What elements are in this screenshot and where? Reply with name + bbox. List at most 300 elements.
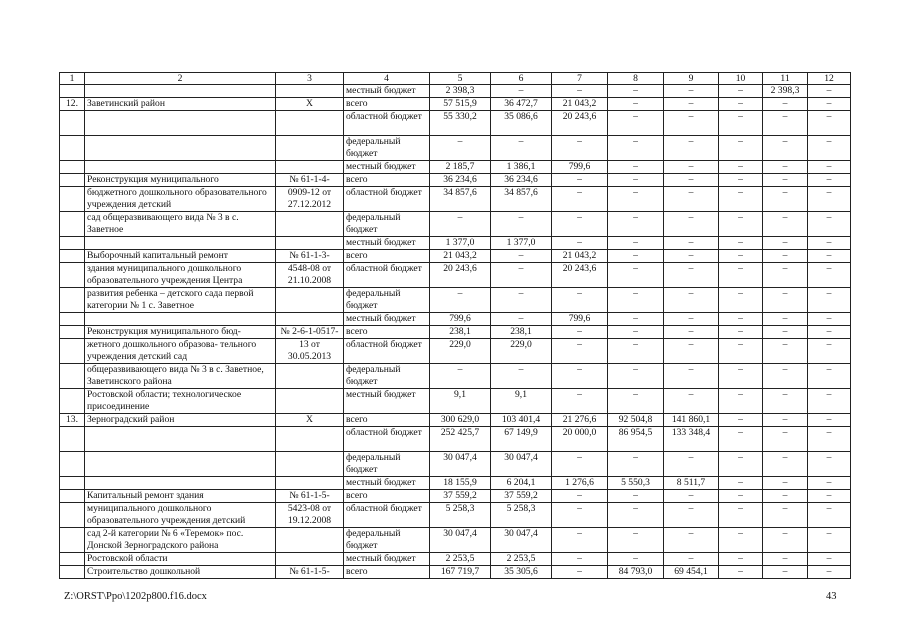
- amount-cell: 36 234,6: [491, 174, 552, 187]
- funding-source-cell: всего: [344, 566, 430, 579]
- document-number-cell: № 61-1-5-: [276, 490, 344, 503]
- amount-cell: –: [608, 212, 664, 237]
- object-name-cell: [85, 237, 276, 250]
- amount-cell: 229,0: [430, 339, 491, 364]
- amount-cell: –: [430, 136, 491, 161]
- object-name-cell: Реконструкция муниципального: [85, 174, 276, 187]
- amount-cell: –: [664, 161, 719, 174]
- amount-cell: –: [763, 111, 808, 136]
- amount-cell: –: [808, 364, 851, 389]
- object-name-cell: [85, 313, 276, 326]
- amount-cell: –: [763, 490, 808, 503]
- amount-cell: –: [664, 263, 719, 288]
- table-row: [60, 212, 851, 237]
- document-number-cell: [276, 528, 344, 553]
- table-row: [60, 187, 851, 212]
- row-number-cell: [60, 477, 85, 490]
- amount-cell: –: [763, 364, 808, 389]
- amount-cell: –: [664, 288, 719, 313]
- amount-cell: 167 719,7: [430, 566, 491, 579]
- amount-cell: 20 243,6: [552, 111, 608, 136]
- amount-cell: –: [763, 212, 808, 237]
- row-number-cell: [60, 85, 85, 98]
- row-number-cell: [60, 566, 85, 579]
- amount-cell: 37 559,2: [430, 490, 491, 503]
- row-number-cell: [60, 263, 85, 288]
- funding-source-cell: федеральный бюджет: [344, 136, 430, 161]
- amount-cell: –: [608, 187, 664, 212]
- amount-cell: 34 857,6: [491, 187, 552, 212]
- amount-cell: –: [719, 339, 763, 364]
- amount-cell: 37 559,2: [491, 490, 552, 503]
- amount-cell: –: [608, 326, 664, 339]
- row-number-cell: [60, 364, 85, 389]
- amount-cell: –: [664, 85, 719, 98]
- amount-cell: –: [763, 313, 808, 326]
- amount-cell: 30 047,4: [491, 452, 552, 477]
- amount-cell: –: [608, 136, 664, 161]
- amount-cell: –: [763, 250, 808, 263]
- amount-cell: –: [719, 553, 763, 566]
- funding-source-cell: областной бюджет: [344, 263, 430, 288]
- amount-cell: –: [808, 326, 851, 339]
- amount-cell: –: [808, 490, 851, 503]
- funding-source-cell: местный бюджет: [344, 85, 430, 98]
- row-number-cell: [60, 136, 85, 161]
- amount-cell: –: [491, 136, 552, 161]
- amount-cell: 20 000,0: [552, 427, 608, 452]
- object-name-cell: [85, 427, 276, 452]
- amount-cell: 69 454,1: [664, 566, 719, 579]
- amount-cell: –: [808, 339, 851, 364]
- table-row: [60, 263, 851, 288]
- amount-cell: 20 243,6: [430, 263, 491, 288]
- amount-cell: 21 043,2: [552, 98, 608, 111]
- object-name-cell: бюджетного дошкольного образовательного учреждения детский: [85, 187, 276, 212]
- amount-cell: –: [808, 161, 851, 174]
- column-number-cell: 4: [344, 73, 430, 85]
- amount-cell: –: [719, 414, 763, 427]
- amount-cell: 2 398,3: [763, 85, 808, 98]
- funding-source-cell: федеральный бюджет: [344, 452, 430, 477]
- amount-cell: –: [491, 313, 552, 326]
- funding-source-cell: всего: [344, 98, 430, 111]
- amount-cell: –: [763, 566, 808, 579]
- amount-cell: –: [808, 414, 851, 427]
- document-number-cell: № 2-6-1-0517-: [276, 326, 344, 339]
- amount-cell: 103 401,4: [491, 414, 552, 427]
- column-number-row: [60, 73, 851, 85]
- document-number-cell: [276, 212, 344, 237]
- amount-cell: –: [491, 263, 552, 288]
- funding-source-cell: областной бюджет: [344, 187, 430, 212]
- amount-cell: –: [664, 174, 719, 187]
- row-number-cell: [60, 490, 85, 503]
- table-row: [60, 427, 851, 452]
- amount-cell: –: [608, 161, 664, 174]
- funding-source-cell: местный бюджет: [344, 553, 430, 566]
- object-name-cell: развития ребенка – детского сада первой категории № 1 с. Заветное: [85, 288, 276, 313]
- budget-table-container: [59, 72, 850, 579]
- row-number-cell: [60, 452, 85, 477]
- amount-cell: –: [552, 503, 608, 528]
- amount-cell: –: [808, 288, 851, 313]
- amount-cell: 30 047,4: [430, 528, 491, 553]
- object-name-cell: [85, 477, 276, 490]
- amount-cell: –: [608, 111, 664, 136]
- amount-cell: –: [664, 212, 719, 237]
- amount-cell: –: [719, 452, 763, 477]
- amount-cell: –: [763, 452, 808, 477]
- amount-cell: –: [664, 136, 719, 161]
- amount-cell: –: [552, 212, 608, 237]
- amount-cell: –: [763, 477, 808, 490]
- amount-cell: –: [552, 389, 608, 414]
- funding-source-cell: местный бюджет: [344, 237, 430, 250]
- document-number-cell: [276, 161, 344, 174]
- amount-cell: –: [608, 288, 664, 313]
- amount-cell: –: [719, 263, 763, 288]
- amount-cell: 799,6: [552, 313, 608, 326]
- amount-cell: 35 305,6: [491, 566, 552, 579]
- amount-cell: –: [608, 313, 664, 326]
- amount-cell: –: [808, 452, 851, 477]
- amount-cell: 133 348,4: [664, 427, 719, 452]
- amount-cell: –: [664, 187, 719, 212]
- amount-cell: –: [608, 237, 664, 250]
- amount-cell: –: [664, 503, 719, 528]
- document-number-cell: № 61-1-5-: [276, 566, 344, 579]
- document-number-cell: [276, 427, 344, 452]
- amount-cell: –: [491, 288, 552, 313]
- amount-cell: 21 043,2: [430, 250, 491, 263]
- amount-cell: 18 155,9: [430, 477, 491, 490]
- footer-file-path: Z:\ORST\Ppo\1202p800.f16.docx: [64, 591, 207, 602]
- object-name-cell: Зерноградский район: [85, 414, 276, 427]
- amount-cell: –: [608, 339, 664, 364]
- object-name-cell: Строительство дошкольной: [85, 566, 276, 579]
- amount-cell: 36 472,7: [491, 98, 552, 111]
- document-number-cell: [276, 85, 344, 98]
- object-name-cell: [85, 85, 276, 98]
- amount-cell: –: [719, 477, 763, 490]
- amount-cell: 229,0: [491, 339, 552, 364]
- amount-cell: 1 377,0: [491, 237, 552, 250]
- amount-cell: –: [763, 553, 808, 566]
- amount-cell: 300 629,0: [430, 414, 491, 427]
- amount-cell: 9,1: [491, 389, 552, 414]
- funding-source-cell: областной бюджет: [344, 427, 430, 452]
- column-number-cell: 6: [491, 73, 552, 85]
- amount-cell: –: [552, 288, 608, 313]
- amount-cell: –: [664, 364, 719, 389]
- amount-cell: 5 258,3: [491, 503, 552, 528]
- table-row: [60, 161, 851, 174]
- funding-source-cell: федеральный бюджет: [344, 212, 430, 237]
- amount-cell: –: [719, 427, 763, 452]
- amount-cell: 30 047,4: [491, 528, 552, 553]
- amount-cell: –: [608, 174, 664, 187]
- amount-cell: –: [608, 364, 664, 389]
- amount-cell: 55 330,2: [430, 111, 491, 136]
- document-number-cell: № 61-1-3-: [276, 250, 344, 263]
- amount-cell: 799,6: [552, 161, 608, 174]
- amount-cell: –: [552, 566, 608, 579]
- amount-cell: –: [664, 528, 719, 553]
- amount-cell: –: [763, 326, 808, 339]
- amount-cell: –: [664, 326, 719, 339]
- object-name-cell: [85, 136, 276, 161]
- table-row: [60, 414, 851, 427]
- column-number-cell: 7: [552, 73, 608, 85]
- amount-cell: –: [552, 490, 608, 503]
- document-number-cell: [276, 477, 344, 490]
- amount-cell: –: [808, 187, 851, 212]
- amount-cell: –: [664, 98, 719, 111]
- document-number-cell: 4548-08 от 21.10.2008: [276, 263, 344, 288]
- row-number-cell: [60, 339, 85, 364]
- document-number-cell: Х: [276, 414, 344, 427]
- amount-cell: 20 243,6: [552, 263, 608, 288]
- document-number-cell: 0909-12 от 27.12.2012: [276, 187, 344, 212]
- object-name-cell: [85, 111, 276, 136]
- table-row: [60, 452, 851, 477]
- column-number-cell: 9: [664, 73, 719, 85]
- object-name-cell: Капитальный ремонт здания: [85, 490, 276, 503]
- amount-cell: –: [808, 237, 851, 250]
- amount-cell: –: [552, 174, 608, 187]
- amount-cell: –: [491, 364, 552, 389]
- amount-cell: –: [552, 553, 608, 566]
- funding-source-cell: местный бюджет: [344, 313, 430, 326]
- amount-cell: –: [608, 490, 664, 503]
- funding-source-cell: областной бюджет: [344, 111, 430, 136]
- amount-cell: –: [664, 339, 719, 364]
- amount-cell: 252 425,7: [430, 427, 491, 452]
- amount-cell: –: [552, 528, 608, 553]
- amount-cell: –: [808, 111, 851, 136]
- amount-cell: –: [552, 452, 608, 477]
- column-number-cell: 3: [276, 73, 344, 85]
- amount-cell: 30 047,4: [430, 452, 491, 477]
- amount-cell: 35 086,6: [491, 111, 552, 136]
- row-number-cell: [60, 313, 85, 326]
- amount-cell: –: [430, 212, 491, 237]
- funding-source-cell: областной бюджет: [344, 339, 430, 364]
- object-name-cell: жетного дошкольного образова- тельного учреждения детский сад: [85, 339, 276, 364]
- table-row: [60, 174, 851, 187]
- amount-cell: 799,6: [430, 313, 491, 326]
- amount-cell: –: [763, 187, 808, 212]
- amount-cell: –: [719, 161, 763, 174]
- amount-cell: –: [552, 326, 608, 339]
- amount-cell: –: [491, 212, 552, 237]
- amount-cell: –: [552, 85, 608, 98]
- funding-source-cell: местный бюджет: [344, 389, 430, 414]
- table-row: [60, 326, 851, 339]
- amount-cell: 2 253,5: [430, 553, 491, 566]
- funding-source-cell: всего: [344, 174, 430, 187]
- amount-cell: 86 954,5: [608, 427, 664, 452]
- amount-cell: –: [719, 136, 763, 161]
- amount-cell: –: [664, 250, 719, 263]
- amount-cell: –: [552, 136, 608, 161]
- row-number-cell: [60, 503, 85, 528]
- amount-cell: –: [719, 187, 763, 212]
- funding-source-cell: всего: [344, 490, 430, 503]
- amount-cell: –: [808, 477, 851, 490]
- amount-cell: –: [763, 98, 808, 111]
- amount-cell: –: [763, 136, 808, 161]
- amount-cell: –: [808, 389, 851, 414]
- amount-cell: –: [719, 566, 763, 579]
- row-number-cell: [60, 237, 85, 250]
- amount-cell: –: [808, 427, 851, 452]
- amount-cell: –: [808, 98, 851, 111]
- amount-cell: –: [763, 528, 808, 553]
- amount-cell: –: [719, 313, 763, 326]
- amount-cell: –: [719, 503, 763, 528]
- object-name-cell: сад общеразвивающего вида № 3 в с. Заветное: [85, 212, 276, 237]
- budget-table: [59, 72, 851, 579]
- document-number-cell: Х: [276, 98, 344, 111]
- amount-cell: 6 204,1: [491, 477, 552, 490]
- row-number-cell: [60, 187, 85, 212]
- amount-cell: –: [719, 490, 763, 503]
- amount-cell: –: [808, 263, 851, 288]
- object-name-cell: [85, 452, 276, 477]
- document-number-cell: 13 от 30.05.2013: [276, 339, 344, 364]
- funding-source-cell: федеральный бюджет: [344, 528, 430, 553]
- table-row: [60, 553, 851, 566]
- funding-source-cell: всего: [344, 326, 430, 339]
- table-body: [60, 73, 851, 579]
- object-name-cell: общеразвивающего вида № 3 в с. Заветное, Заветинского района: [85, 364, 276, 389]
- table-row: [60, 364, 851, 389]
- row-number-cell: [60, 553, 85, 566]
- amount-cell: –: [719, 389, 763, 414]
- amount-cell: –: [608, 98, 664, 111]
- row-number-cell: [60, 427, 85, 452]
- row-number-cell: 12.: [60, 98, 85, 111]
- amount-cell: –: [763, 427, 808, 452]
- amount-cell: 21 276,6: [552, 414, 608, 427]
- table-row: [60, 490, 851, 503]
- row-number-cell: 13.: [60, 414, 85, 427]
- object-name-cell: здания муниципального дошкольного образовательного учреждения Центра: [85, 263, 276, 288]
- row-number-cell: [60, 288, 85, 313]
- amount-cell: 92 504,8: [608, 414, 664, 427]
- amount-cell: –: [608, 503, 664, 528]
- amount-cell: 8 511,7: [664, 477, 719, 490]
- footer-page-number: 43: [826, 591, 837, 602]
- amount-cell: –: [763, 389, 808, 414]
- amount-cell: –: [608, 528, 664, 553]
- amount-cell: –: [763, 288, 808, 313]
- funding-source-cell: местный бюджет: [344, 161, 430, 174]
- document-number-cell: [276, 288, 344, 313]
- table-row: [60, 111, 851, 136]
- amount-cell: –: [608, 553, 664, 566]
- document-number-cell: [276, 313, 344, 326]
- amount-cell: 1 377,0: [430, 237, 491, 250]
- amount-cell: –: [763, 174, 808, 187]
- document-number-cell: [276, 452, 344, 477]
- object-name-cell: муниципального дошкольного образовательного учреждения детский: [85, 503, 276, 528]
- amount-cell: –: [808, 528, 851, 553]
- document-number-cell: 5423-08 от 19.12.2008: [276, 503, 344, 528]
- funding-source-cell: местный бюджет: [344, 477, 430, 490]
- amount-cell: –: [664, 553, 719, 566]
- amount-cell: 1 386,1: [491, 161, 552, 174]
- amount-cell: 5 258,3: [430, 503, 491, 528]
- row-number-cell: [60, 111, 85, 136]
- column-number-cell: 8: [608, 73, 664, 85]
- document-number-cell: [276, 364, 344, 389]
- amount-cell: 84 793,0: [608, 566, 664, 579]
- amount-cell: –: [664, 313, 719, 326]
- amount-cell: 2 185,7: [430, 161, 491, 174]
- table-row: [60, 250, 851, 263]
- amount-cell: –: [808, 136, 851, 161]
- document-number-cell: [276, 237, 344, 250]
- amount-cell: –: [719, 111, 763, 136]
- table-row: [60, 313, 851, 326]
- table-row: [60, 389, 851, 414]
- amount-cell: 2 253,5: [491, 553, 552, 566]
- amount-cell: –: [763, 414, 808, 427]
- amount-cell: –: [430, 364, 491, 389]
- row-number-cell: [60, 389, 85, 414]
- document-number-cell: [276, 553, 344, 566]
- table-row: [60, 98, 851, 111]
- amount-cell: –: [491, 85, 552, 98]
- funding-source-cell: федеральный бюджет: [344, 364, 430, 389]
- amount-cell: –: [808, 503, 851, 528]
- amount-cell: –: [763, 503, 808, 528]
- object-name-cell: Ростовской области: [85, 553, 276, 566]
- document-number-cell: [276, 389, 344, 414]
- document-number-cell: [276, 111, 344, 136]
- amount-cell: –: [763, 237, 808, 250]
- amount-cell: –: [763, 263, 808, 288]
- amount-cell: –: [808, 553, 851, 566]
- funding-source-cell: областной бюджет: [344, 503, 430, 528]
- amount-cell: –: [552, 187, 608, 212]
- table-row: [60, 503, 851, 528]
- amount-cell: 2 398,3: [430, 85, 491, 98]
- amount-cell: –: [808, 174, 851, 187]
- amount-cell: 141 860,1: [664, 414, 719, 427]
- table-row: [60, 237, 851, 250]
- object-name-cell: сад 2-й категории № 6 «Теремок» пос. Донской Зерноградского района: [85, 528, 276, 553]
- amount-cell: –: [763, 161, 808, 174]
- funding-source-cell: всего: [344, 250, 430, 263]
- column-number-cell: 2: [85, 73, 276, 85]
- amount-cell: –: [664, 452, 719, 477]
- amount-cell: 1 276,6: [552, 477, 608, 490]
- column-number-cell: 10: [719, 73, 763, 85]
- column-number-cell: 1: [60, 73, 85, 85]
- row-number-cell: [60, 161, 85, 174]
- amount-cell: 57 515,9: [430, 98, 491, 111]
- column-number-cell: 12: [808, 73, 851, 85]
- amount-cell: –: [491, 250, 552, 263]
- amount-cell: –: [808, 313, 851, 326]
- object-name-cell: [85, 161, 276, 174]
- amount-cell: –: [608, 250, 664, 263]
- amount-cell: –: [808, 566, 851, 579]
